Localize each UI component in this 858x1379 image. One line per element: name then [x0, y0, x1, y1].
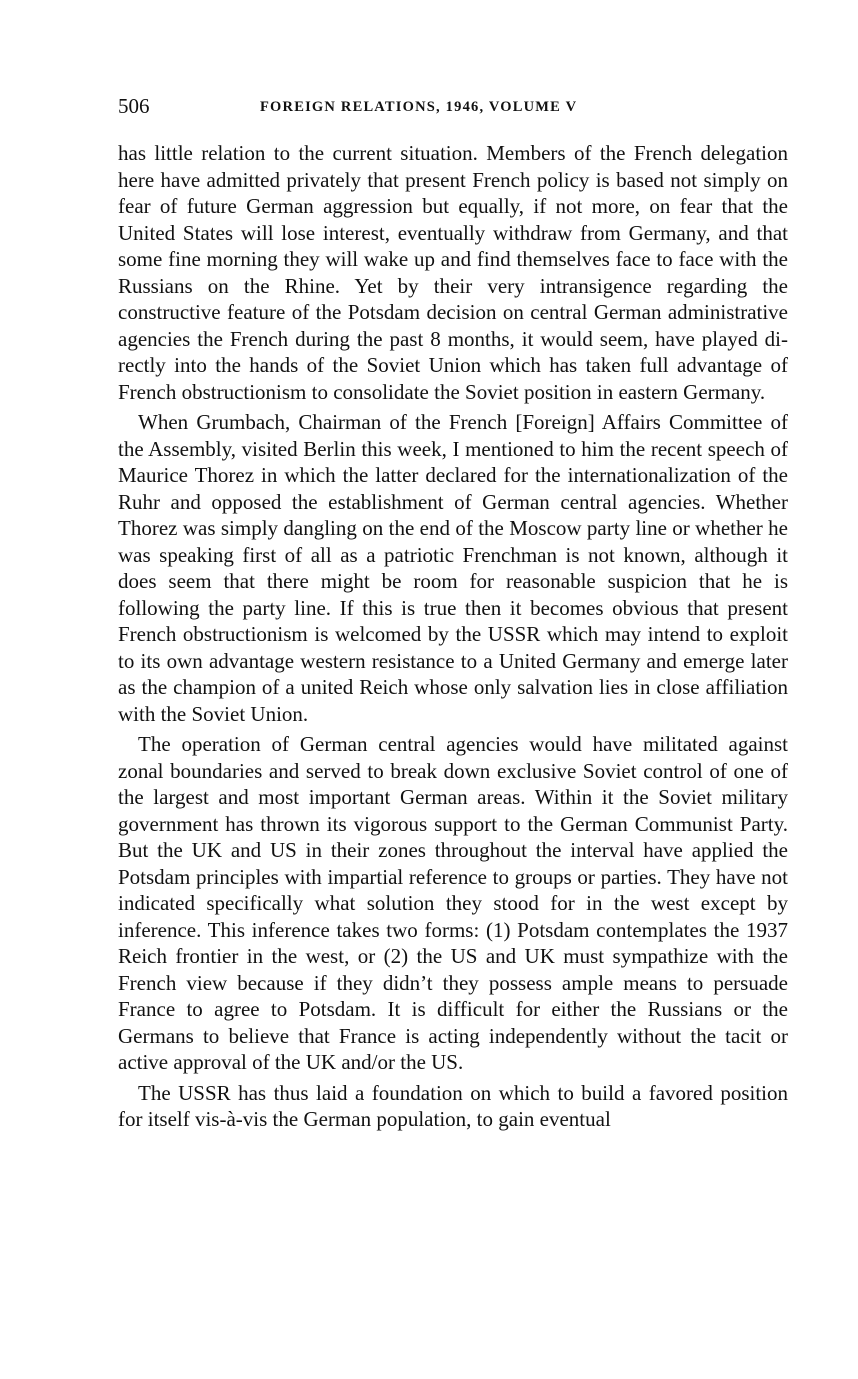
- paragraph-4: The USSR has thus laid a foundation on which to build a favored position for itself vis-à-vis the German population, to gain eventual: [118, 1080, 788, 1131]
- paragraph-1: has little relation to the current situation. Members of the French delegation here have admitted privately that present French policy is based not simply on fear of future German aggression but equally, if not more, on fear that the United States will lose interest, eventually withdraw from Germany, and that some fine morning they will wake up and find themselves face to face with the Russians on the Rhine. Yet by their very intransigence regarding the constructive feature of the Potsdam decision on central German administrative agencies the French during the past 8 months, it would seem, have played directly into the hands of the Soviet Union which has taken full advantage of French obstructionism to consolidate the Soviet position in eastern Germany.: [118, 141, 788, 404]
- running-header: [118, 92, 788, 124]
- page-number: 506: [118, 94, 150, 118]
- document-page: [118, 92, 788, 1133]
- paragraph-3: The operation of German central agencies would have militated against zonal boundaries and served to break down exclusive Soviet control of one of the largest and most important German areas. Within it the Soviet military government has thrown its vigorous support to the German Communist Party. But the UK and US in their zones throughout the interval have applied the Potsdam principles with impartial reference to groups or parties. They have not indicated specifically what solution they stood for in the west except by inference. This inference takes two forms: (1) Potsdam contemplates the 1937 Reich frontier in the west, or (2) the US and UK must sympathize with the French view because if they didn’t they possess ample means to persuade France to agree to Potsdam. It is difficult for either the Russians or the Germans to believe that France is acting independently without the tacit or active approval of the UK and/or the US.: [118, 732, 788, 1074]
- body-text: [118, 140, 788, 1133]
- paragraph-2: When Grumbach, Chairman of the French [Foreign] Affairs Committee of the Assembly, visited Berlin this week, I mentioned to him the recent speech of Maurice Thorez in which the latter declared for the internationalization of the Ruhr and opposed the establishment of German central agencies. Whether Thorez was simply dangling on the end of the Moscow party line or whether he was speaking first of all as a patriotic Frenchman is not known, although it does seem that there might be room for reasonable suspicion that he is following the party line. If this is true then it becomes obvious that present French obstructionism is welcomed by the USSR which may intend to exploit to its own advantage western resistance to a United Germany and emerge later as the champion of a united Reich whose only salvation lies in close affiliation with the Soviet Union.: [118, 410, 788, 726]
- running-title: FOREIGN RELATIONS, 1946, VOLUME V: [260, 99, 578, 115]
